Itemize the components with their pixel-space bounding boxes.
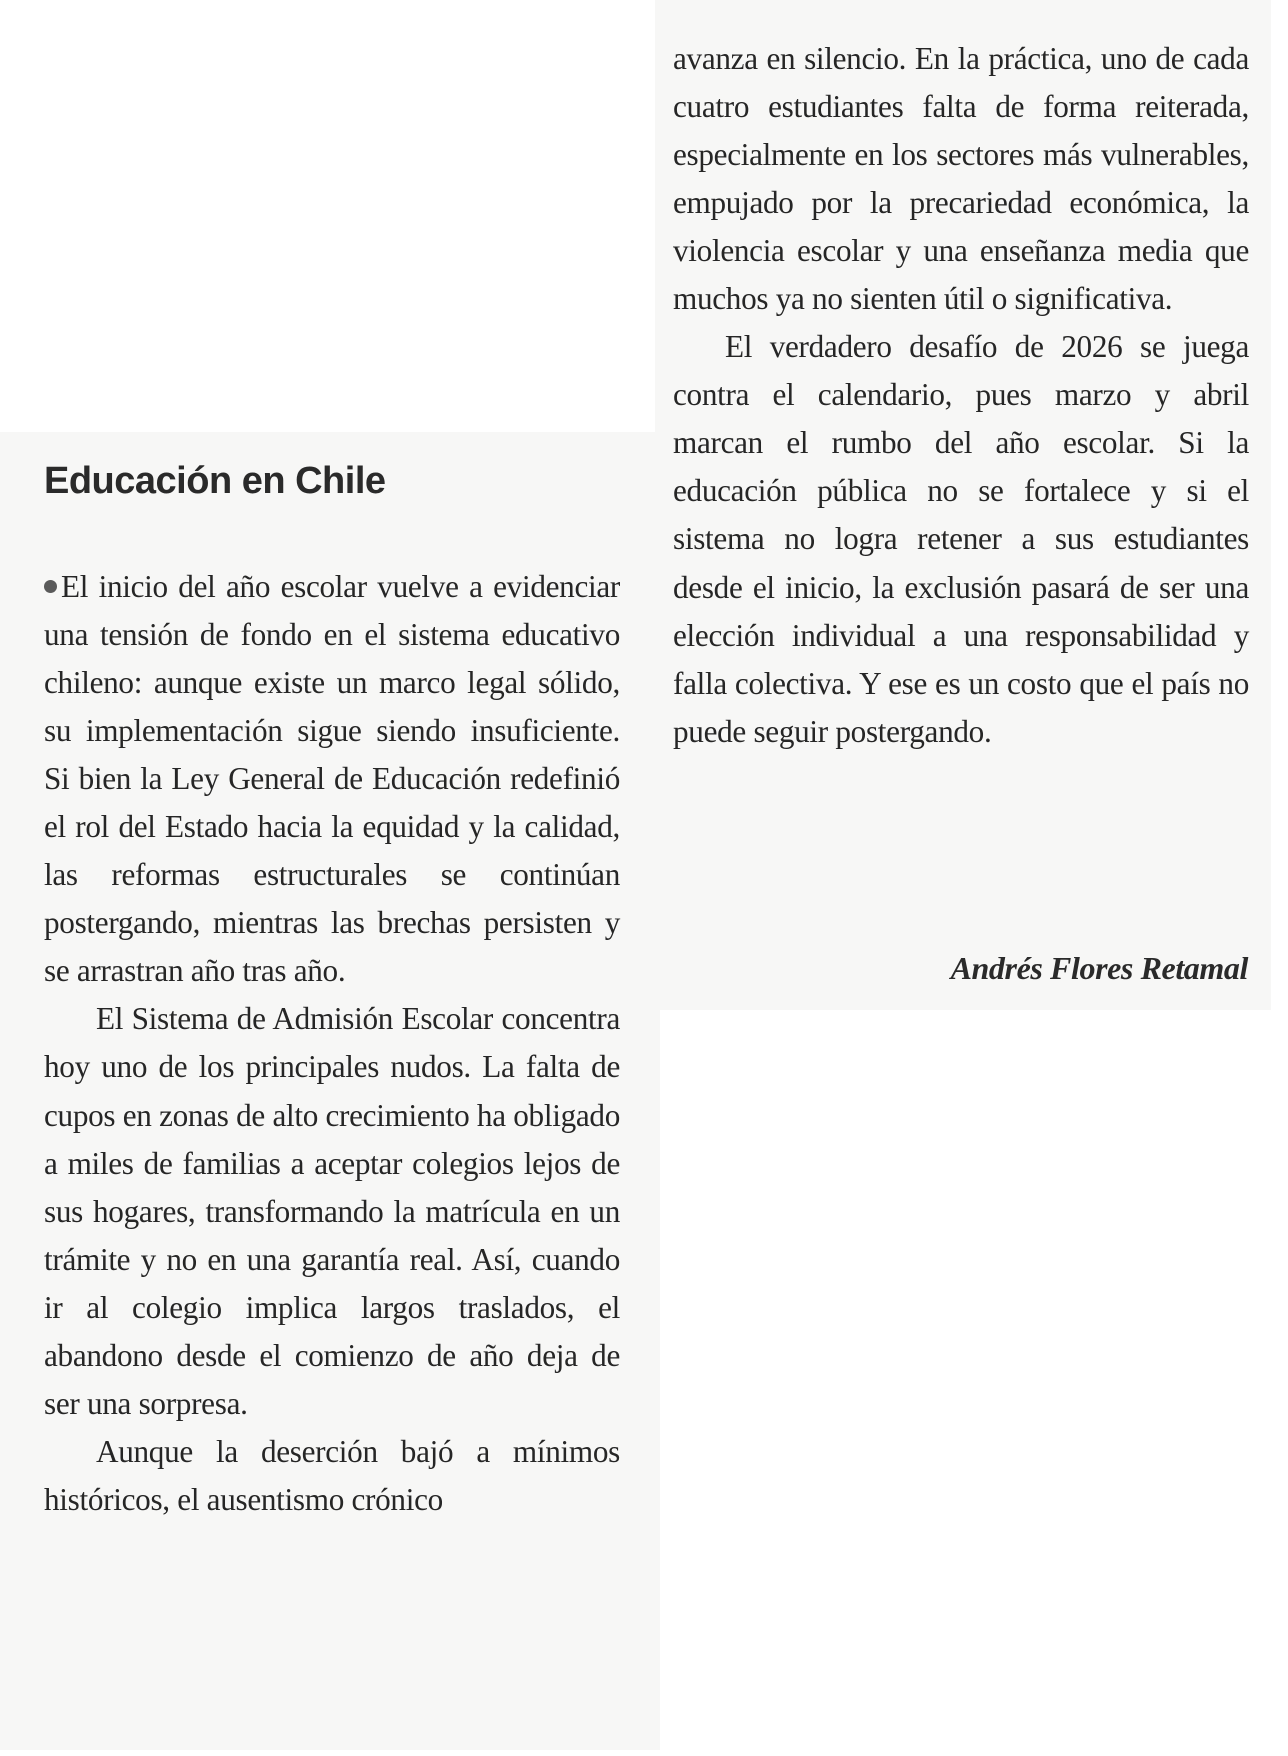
article-paragraph-3-continued: avanza en silencio. En la práctica, uno de cada cuatro estudiantes falta de forma reiterada, especialmente en los sectores más vulnerables, empujado por la precariedad económica, la violencia escolar y una enseñanza media que muchos ya no sienten útil o significativa.: [673, 41, 1249, 317]
article-column-left: [44, 563, 620, 1524]
article-paragraph-4: El verdadero desafío de 2026 se juega contra el calendario, pues marzo y abril marcan el rumbo del año escolar. Si la educación pública no se fortalece y si el sistema no logra retener a sus estudiantes desde el inicio, la exclusión pasará de ser una elección individual a una responsabilidad y falla colectiva. Y ese es un costo que el país no puede seguir postergando.: [673, 329, 1249, 749]
paragraph-1-text: El inicio del año escolar vuelve a evidenciar una tensión de fondo en el sistema educativo chileno: aunque existe un marco legal sólido, su implementación sigue siendo insuficiente. Si bien la Ley General de Educación redefinió el rol del Estado hacia la equidad y la calidad, las reformas estructurales se continúan postergando, mientras las brechas persisten y se arrastran año tras año.: [44, 569, 620, 989]
article-paragraph-1: [44, 563, 620, 995]
article-column-right: [673, 35, 1249, 756]
article-title: Educación en Chile: [44, 460, 386, 502]
article-paragraph-2: El Sistema de Admisión Escolar concentra hoy uno de los principales nudos. La falta de cupos en zonas de alto crecimiento ha obligado a miles de familias a aceptar colegios lejos de sus hogares, transformando la matrícula en un trámite y no en una garantía real. Así, cuando ir al colegio implica largos traslados, el abandono desde el comienzo de año deja de ser una sorpresa.: [44, 1001, 620, 1421]
article-paragraph-3-start: Aunque la deserción bajó a mínimos históricos, el ausentismo crónico: [44, 1433, 620, 1517]
bullet-icon: [44, 580, 57, 593]
article-author: Andrés Flores Retamal: [950, 950, 1248, 986]
